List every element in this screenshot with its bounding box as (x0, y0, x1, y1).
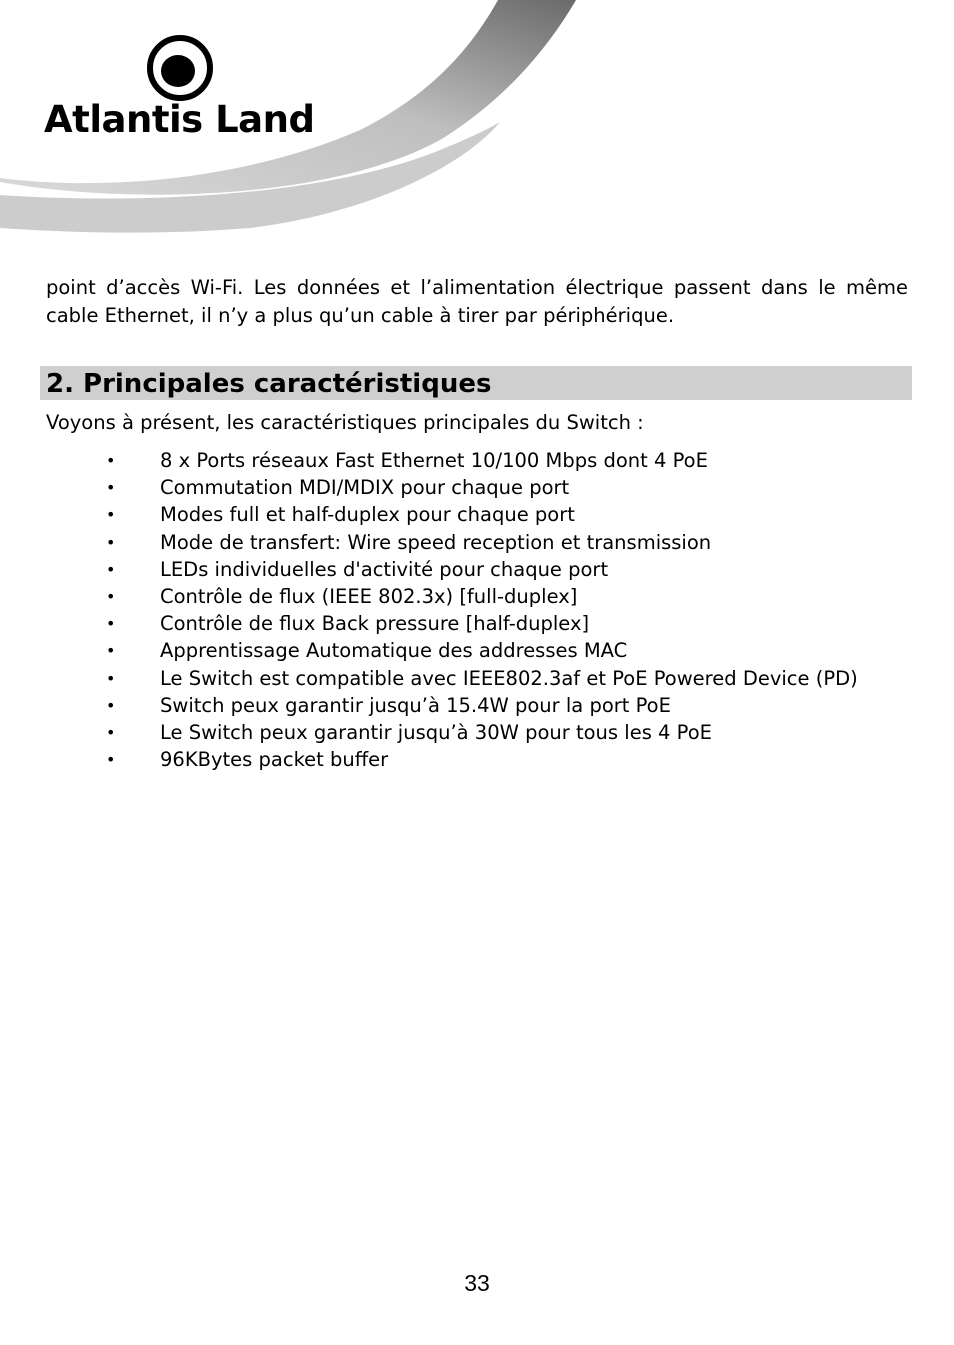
feature-text: 8 x Ports réseaux Fast Ethernet 10/100 Mbps dont 4 PoE (160, 449, 708, 472)
brand-logo (44, 30, 314, 142)
bullet-icon: • (106, 668, 116, 688)
section-heading-bar (40, 366, 912, 400)
section-lead-text: Voyons à présent, les caractéristiques principales du Switch : (46, 411, 644, 434)
bullet-icon: • (106, 750, 116, 770)
page-number: 33 (464, 1270, 490, 1296)
bullet-icon: • (106, 641, 116, 661)
bullet-icon: • (106, 478, 116, 498)
section-title: 2. Principales caractéristiques (46, 369, 492, 399)
feature-text: Le Switch est compatible avec IEEE802.3af et PoE Powered Device (PD) (160, 666, 858, 690)
bullet-icon: • (106, 559, 116, 579)
bullet-icon: • (106, 695, 116, 715)
feature-text: 96KBytes packet buffer (160, 748, 389, 772)
feature-text: LEDs individuelles d'activité pour chaque port (160, 557, 609, 581)
feature-text: Modes full et half-duplex pour chaque port (160, 503, 575, 527)
feature-text: Le Switch peux garantir jusqu’à 30W pour tous les 4 PoE (160, 720, 712, 744)
feature-text: Contrôle de flux Back pressure [half-duplex] (160, 612, 590, 636)
intro-paragraph: point d’accès Wi-Fi. Les données et l’alimentation électrique passent dans le même cable Ethernet, il n’y a plus qu’un cable à tirer par périphérique. (46, 276, 908, 327)
atlantis-circle-logo-icon (146, 34, 214, 102)
bullet-icon: • (106, 722, 116, 742)
bullet-icon: • (106, 451, 116, 470)
feature-text: Switch peux garantir jusqu’à 15.4W pour la port PoE (160, 693, 671, 717)
bullet-icon: • (106, 532, 116, 552)
feature-text: Contrôle de flux (IEEE 802.3x) [full-duplex] (160, 584, 578, 608)
feature-text: Mode de transfert: Wire speed reception et transmission (160, 530, 712, 554)
bullet-icon: • (106, 586, 116, 606)
brand-name: Atlantis Land (44, 98, 315, 141)
feature-text: Commutation MDI/MDIX pour chaque port (160, 476, 570, 500)
feature-text: Apprentissage Automatique des addresses MAC (160, 639, 628, 663)
bullet-icon: • (106, 614, 116, 634)
bullet-icon: • (106, 505, 116, 525)
